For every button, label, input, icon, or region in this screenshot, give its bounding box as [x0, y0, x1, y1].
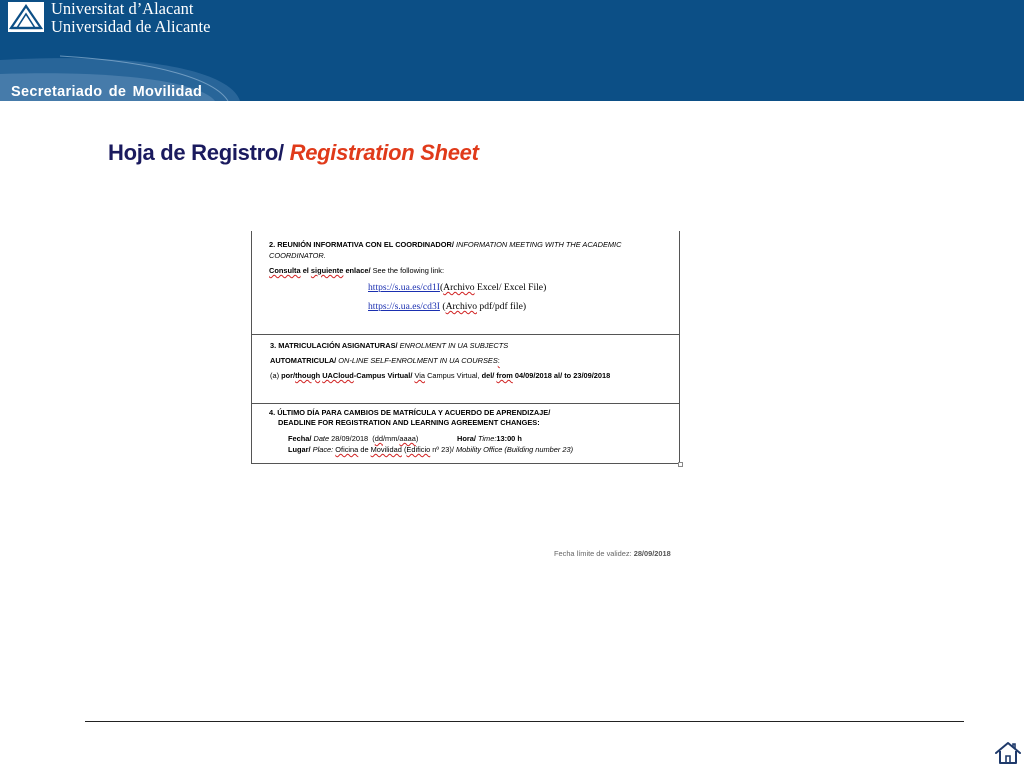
- page-title: [108, 140, 479, 166]
- department-name: Secretariado de Movilidad: [11, 84, 203, 100]
- excel-note-rest: Excel/ Excel File): [477, 282, 547, 293]
- footer-divider: [85, 721, 964, 722]
- line-a-though: though: [295, 371, 321, 380]
- hora-label: Hora/: [457, 434, 476, 443]
- home-icon[interactable]: [994, 741, 1022, 765]
- consult-english: See the following link:: [372, 266, 445, 275]
- section4-heading-line2: DEADLINE FOR REGISTRATION AND LEARNING AGREEMENT CHANGES:: [278, 418, 540, 427]
- consult-link-text: [269, 265, 444, 276]
- date-format-dd: dd: [374, 434, 383, 443]
- auto-en: ON-LINE SELF-ENROLMENT IN UA COURSES: [338, 356, 498, 365]
- deadline-date-line: [288, 433, 418, 444]
- line-a-del: del/: [481, 371, 495, 380]
- date-label: Date: [313, 434, 330, 443]
- registration-sheet-excerpt: [251, 231, 680, 464]
- deadline-time-value: 13:00 h: [496, 434, 522, 443]
- line-a-via: Via: [414, 371, 426, 380]
- place-edificio: Edificio: [406, 445, 431, 454]
- ua-logo-icon[interactable]: [8, 2, 44, 32]
- place-label: Place:: [312, 445, 334, 454]
- line-a-prefix: (a): [270, 371, 280, 380]
- place-num: nº 23)/: [432, 445, 454, 454]
- excel-note-word: Archivo: [443, 282, 475, 293]
- date-format-close: ): [415, 434, 419, 443]
- deadline-date-value: 28/09/2018: [331, 434, 369, 443]
- header-banner: [0, 0, 1024, 101]
- page-title-english: Registration Sheet: [289, 140, 479, 165]
- deadline-place-line: [288, 444, 573, 455]
- pdf-note-rest: pdf/pdf file): [479, 301, 527, 312]
- section2-heading-es: 2. REUNIÓN INFORMATIVA CON EL COORDINADOR/: [269, 240, 454, 249]
- excel-file-link[interactable]: https://s.ua.es/cd1I: [368, 282, 440, 293]
- consult-word-4: enlace/: [345, 266, 371, 275]
- section-deadline-changes: [252, 404, 679, 463]
- consult-word-1: Consulta: [269, 266, 301, 275]
- section2-heading-en: INFORMATION MEETING WITH THE ACADEMIC: [455, 240, 622, 249]
- enrolment-period-line: [270, 370, 610, 381]
- line-a-campus: -Campus Virtual/: [353, 371, 413, 380]
- section4-heading-line1: 4. ÚLTIMO DÍA PARA CAMBIOS DE MATRÍCULA Y ACUERDO DE APRENDIZAJE/: [269, 408, 551, 417]
- validity-label: Fecha límite de validez:: [554, 549, 632, 558]
- validity-date: 28/09/2018: [633, 549, 671, 558]
- section-information-meeting: [252, 231, 679, 335]
- date-format-mm: /mm/: [382, 434, 400, 443]
- section2-heading-en-cont: COORDINATOR.: [269, 251, 326, 260]
- line-a-from: from: [496, 371, 513, 380]
- section3-heading: [270, 340, 508, 351]
- university-name-valencian: Universitat d’Alacant: [51, 0, 194, 18]
- consult-word-3: siguiente: [310, 266, 344, 275]
- line-a-mid: Campus Virtual,: [427, 371, 480, 380]
- link-row-excel: [368, 282, 546, 293]
- link-row-pdf: [368, 301, 526, 312]
- pdf-note-word: Archivo: [445, 301, 477, 312]
- self-enrolment-line: [270, 355, 500, 366]
- place-paren-open: (: [403, 445, 407, 454]
- date-format-open: (: [372, 434, 375, 443]
- table-resize-handle[interactable]: [678, 462, 683, 467]
- date-format-aaaa: aaaa: [399, 434, 416, 443]
- time-label: Time:: [477, 434, 497, 443]
- line-a-dates: 04/09/2018 al/ to 23/09/2018: [514, 371, 611, 380]
- line-a-uacloud: UACloud: [322, 371, 354, 380]
- page-title-spanish: Hoja de Registro/: [108, 140, 284, 165]
- university-name: [51, 0, 210, 36]
- fecha-label: Fecha/: [288, 434, 312, 443]
- section-subject-enrolment: [252, 335, 679, 404]
- pdf-file-link[interactable]: https://s.ua.es/cd3I: [368, 301, 440, 312]
- line-a-por: por/: [281, 371, 296, 380]
- validity-note: [554, 549, 671, 558]
- pdf-note-open: (: [442, 301, 446, 312]
- auto-colon: :: [497, 356, 500, 365]
- university-name-spanish: Universidad de Alicante: [51, 17, 211, 36]
- place-movilidad: Movilidad: [370, 445, 402, 454]
- place-oficina: Oficina: [335, 445, 359, 454]
- section2-heading: [269, 239, 621, 250]
- place-de: de: [360, 445, 369, 454]
- place-en: Mobility Office (Building number 23): [455, 445, 574, 454]
- lugar-label: Lugar/: [288, 445, 311, 454]
- deadline-time: [457, 433, 522, 444]
- auto-es: AUTOMATRICULA/: [270, 356, 337, 365]
- section3-heading-es: 3. MATRICULACIÓN ASIGNATURAS/: [270, 341, 398, 350]
- consult-word-2: el: [302, 266, 309, 275]
- excel-note-open: (: [439, 282, 444, 293]
- section3-heading-en: ENROLMENT IN UA SUBJECTS: [399, 341, 509, 350]
